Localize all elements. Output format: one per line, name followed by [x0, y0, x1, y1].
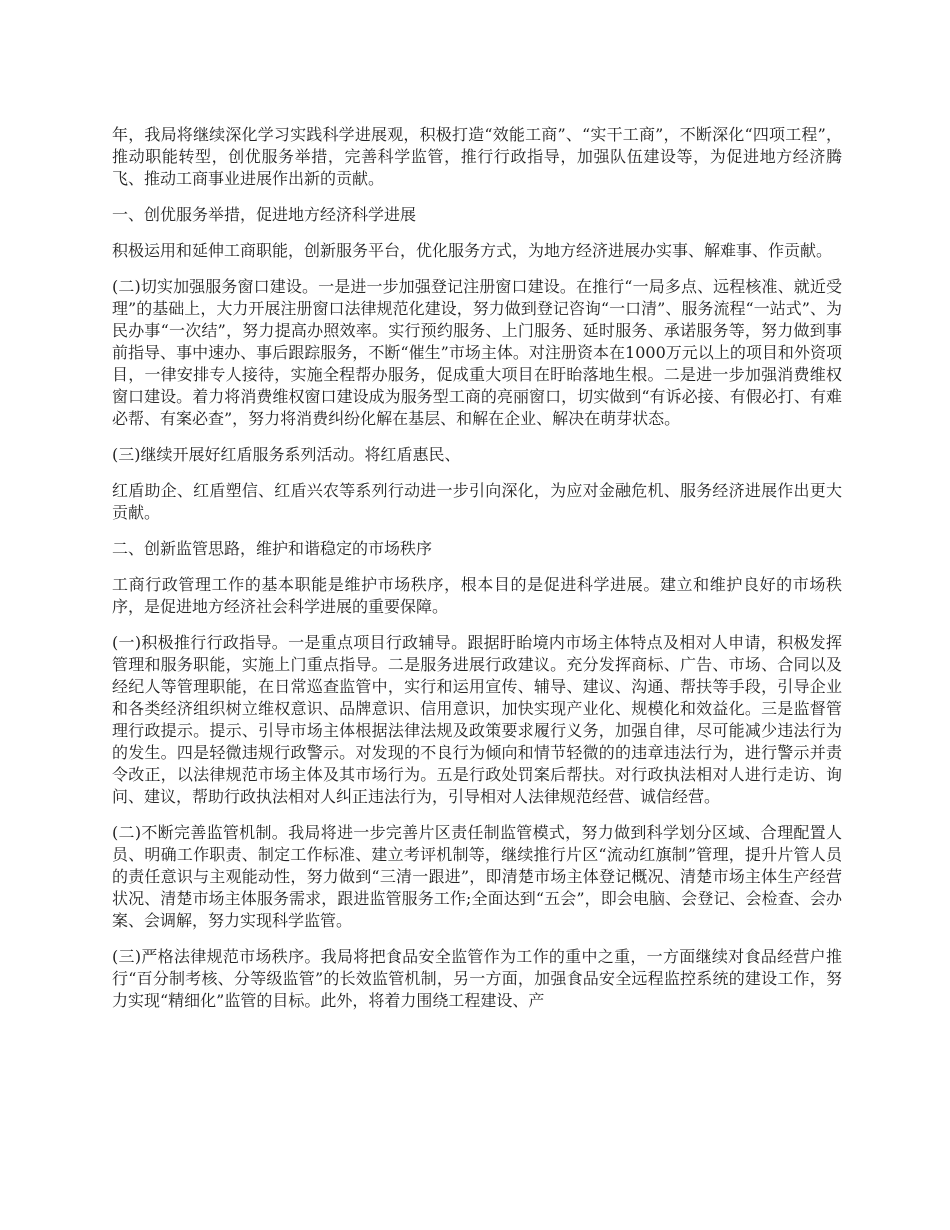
paragraph: 工商行政管理工作的基本职能是维护市场秩序，根本目的是促进科学进展。建立和维护良好的市场秩序，是促进地方经济社会科学进展的重要保障。: [112, 575, 842, 616]
paragraph: (二)不断完善监管机制。我局将进一步完善片区责任制监管模式，努力做到科学划分区域、合理配置人员、明确工作职责、制定工作标准、建立考评机制等，继续推行片区“流动红旗制”管理，提升片管人员的责任意识与主观能动性，努力做到“三清一跟进”，即清楚市场主体登记概况、清楚市场主体生产经营状况、清楚市场主体服务需求，跟进监管服务工作;全面达到“五会”，即会电脑、会登记、会检查、会办案、会调解，努力实现科学监管。: [112, 823, 842, 930]
paragraph: (二)切实加强服务窗口建设。一是进一步加强登记注册窗口建设。在推行“一局多点、远程核准、就近受理”的基础上，大力开展注册窗口法律规范化建设，努力做到登记咨询“一口清”、服务流程“一站式”、为民办事“一次结”，努力提高办照效率。实行预约服务、上门服务、延时服务、承诺服务等，努力做到事前指导、事中速办、事后跟踪服务，不断“催生”市场主体。对注册资本在1000万元以上的项目和外资项目，一律安排专人接待，实施全程帮办服务，促成重大项目在盱眙落地生根。二是进一步加强消费维权窗口建设。着力将消费维权窗口建设成为服务型工商的亮丽窗口，切实做到“有诉必接、有假必打、有难必帮、有案必查”，努力将消费纠纷化解在基层、和解在企业、解决在萌芽状态。: [112, 277, 842, 428]
paragraph-intro: 年，我局将继续深化学习实践科学进展观，积极打造“效能工商”、“实干工商”，不断深化“四项工程”，推动职能转型，创优服务举措，完善科学监管，推行行政指导，加强队伍建设等，为促进地方经济腾飞、推动工商事业进展作出新的贡献。: [112, 125, 842, 188]
section-heading-2: 二、创新监管思路，维护和谐稳定的市场秩序: [112, 539, 433, 558]
paragraph: (一)积极推行行政指导。一是重点项目行政辅导。跟据盱眙境内市场主体特点及相对人申请，积极发挥管理和服务职能，实施上门重点指导。二是服务进展行政建议。充分发挥商标、广告、市场、合同以及经纪人等管理职能，在日常巡查监管中，实行和运用宣传、辅导、建议、沟通、帮扶等手段，引导企业和各类经济组织树立维权意识、品牌意识、信用意识，加快实现产业化、规模化和效益化。三是监督管理行政提示。提示、引导市场主体根据法律法规及政策要求履行义务，加强自律，尽可能减少违法行为的发生。四是轻微违规行政警示。对发现的不良行为倾向和情节轻微的的违章违法行为，进行警示并责令改正，以法律规范市场主体及其市场行为。五是行政处罚案后帮扶。对行政执法相对人进行走访、询问、建议，帮助行政执法相对人纠正违法行为，引导相对人法律规范经营、诚信经营。: [112, 633, 842, 806]
paragraph: 积极运用和延伸工商职能，创新服务平台，优化服务方式，为地方经济进展办实事、解难事、作贡献。: [112, 241, 833, 260]
paragraph: (三)严格法律规范市场秩序。我局将把食品安全监管作为工作的重中之重，一方面继续对食品经营户推行“百分制考核、分等级监管”的长效监管机制，另一方面，加强食品安全远程监控系统的建设工作，努力实现“精细化”监管的目标。此外，将着力围绕工程建设、产: [112, 947, 842, 1010]
paragraph: (三)继续开展好红盾服务系列活动。将红盾惠民、: [112, 445, 461, 464]
section-heading-1: 一、创优服务举措，促进地方经济科学进展: [112, 205, 417, 224]
document-body: [112, 124, 842, 1026]
paragraph: 红盾助企、红盾塑信、红盾兴农等系列行动进一步引向深化，为应对金融危机、服务经济进展作出更大贡献。: [112, 481, 842, 522]
